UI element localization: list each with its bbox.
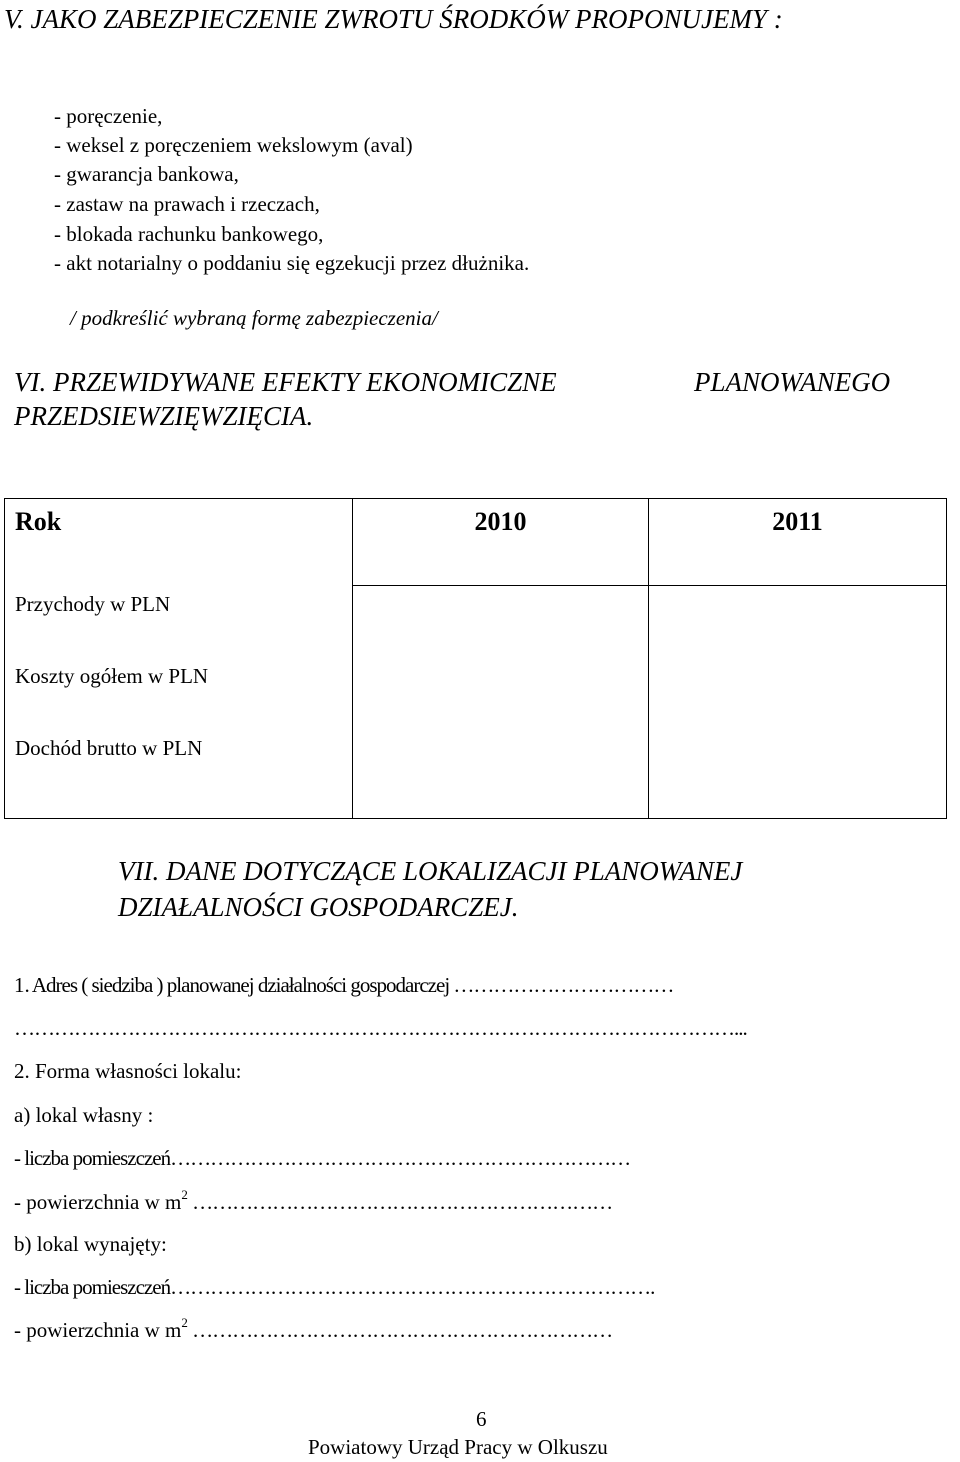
owned-area-dots: ……………………………………………………… xyxy=(187,1190,613,1214)
table-row-label: Przychody w PLN xyxy=(5,586,353,664)
rented-area-label: - powierzchnia w m xyxy=(14,1318,182,1342)
rented-area-line[interactable] xyxy=(14,1315,612,1343)
instruction-note: / podkreślić wybraną formę zabezpieczenia/ xyxy=(70,306,438,330)
owned-label: a) lokal własny : xyxy=(14,1103,154,1127)
table-header-cell: Rok xyxy=(5,499,353,586)
superscript: 2 xyxy=(181,1315,188,1330)
section-vi-heading-line2: PRZEDSIEWZIĘWZIĘCIA. xyxy=(14,401,314,431)
section-vii-heading-line2: DZIAŁALNOŚCI GOSPODARCZEJ. xyxy=(118,892,519,922)
list-item: - gwarancja bankowa, xyxy=(54,162,239,186)
table-row xyxy=(5,664,947,736)
address-continuation[interactable]: ………………………………………………………………………………………………... xyxy=(14,1016,747,1040)
table-cell[interactable] xyxy=(649,664,947,736)
section-v-heading: V. JAKO ZABEZPIECZENIE ZWROTU ŚRODKÓW PROPONUJEMY : xyxy=(4,4,783,34)
address-text[interactable]: . Adres ( siedziba ) planowanej działalności gospodarczej …………………………… xyxy=(24,973,674,997)
table-header-row xyxy=(5,499,947,586)
item-number: 1 xyxy=(14,973,25,997)
projection-table xyxy=(4,498,947,819)
table-cell[interactable] xyxy=(353,736,649,819)
table-row-label: Koszty ogółem w PLN xyxy=(5,664,353,736)
table-header-cell: 2011 xyxy=(649,499,947,586)
list-item: - blokada rachunku bankowego, xyxy=(54,222,324,246)
section-vi-heading: VI. PRZEWIDYWANE EFEKTY EKONOMICZNE xyxy=(14,367,557,397)
list-item: - akt notarialny o poddaniu się egzekucji przez dłużnika. xyxy=(54,251,530,275)
owned-area-label: - powierzchnia w m xyxy=(14,1190,182,1214)
table-row xyxy=(5,586,947,664)
table-header-cell: 2010 xyxy=(353,499,649,586)
list-item: - poręczenie, xyxy=(54,104,163,128)
table-row xyxy=(5,736,947,819)
footer-office: Powiatowy Urząd Pracy w Olkuszu xyxy=(308,1435,608,1459)
table-cell[interactable] xyxy=(649,736,947,819)
rented-rooms-line[interactable]: - liczba pomieszczeń………………………………………………………………. xyxy=(14,1275,655,1299)
page-number: 6 xyxy=(476,1407,487,1431)
owned-rooms-line[interactable]: - liczba pomieszczeń…………………………………………………………… xyxy=(14,1146,631,1170)
address-line xyxy=(14,973,673,998)
rented-area-dots: ……………………………………………………… xyxy=(187,1318,613,1342)
section-vi-heading-cont: PLANOWANEGO xyxy=(694,367,891,397)
owned-area-line[interactable] xyxy=(14,1187,612,1215)
rented-label: b) lokal wynajęty: xyxy=(14,1232,167,1256)
table-cell[interactable] xyxy=(353,586,649,664)
list-item: - zastaw na prawach i rzeczach, xyxy=(54,192,320,216)
superscript: 2 xyxy=(181,1187,188,1202)
section-vii-heading: VII. DANE DOTYCZĄCE LOKALIZACJI PLANOWANEJ xyxy=(118,856,743,886)
ownership-heading: 2. Forma własności lokalu: xyxy=(14,1059,242,1083)
table-row-label: Dochód brutto w PLN xyxy=(5,736,353,819)
table-cell[interactable] xyxy=(649,586,947,664)
list-item: - weksel z poręczeniem wekslowym (aval) xyxy=(54,133,413,157)
table-cell[interactable] xyxy=(353,664,649,736)
